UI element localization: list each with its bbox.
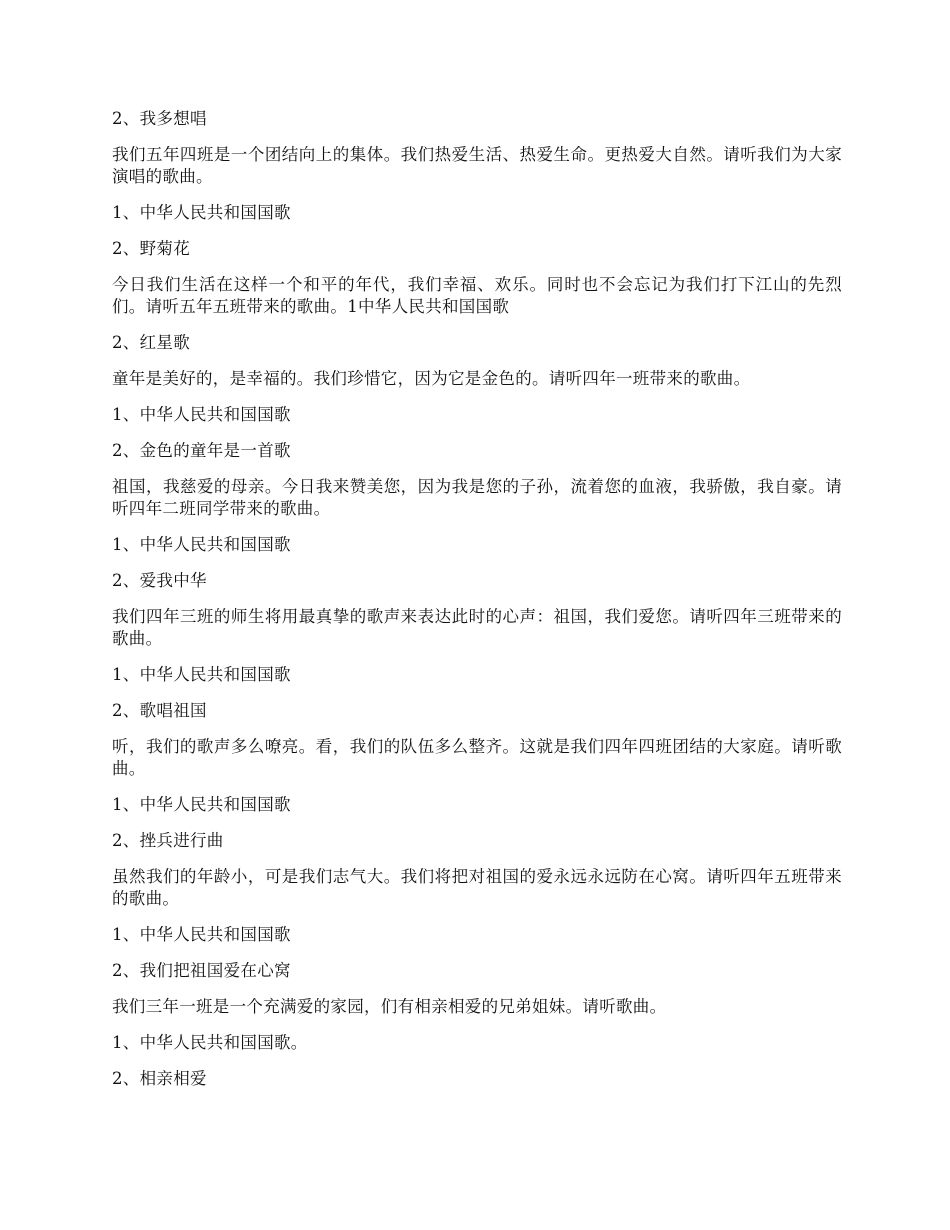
song-item: 1、中华人民共和国国歌 (112, 925, 291, 944)
song-item: 2、相亲相爱 (112, 1069, 207, 1088)
song-item: 2、爱我中华 (112, 571, 207, 590)
song-item: 1、中华人民共和国国歌 (112, 405, 291, 424)
intro-paragraph: 童年是美好的，是幸福的。我们珍惜它，因为它是金色的。请听四年一班带来的歌曲。 (112, 369, 751, 388)
song-item: 2、歌唱祖国 (112, 701, 207, 720)
document-body (112, 108, 842, 1104)
song-item: 2、我们把祖国爱在心窝 (112, 961, 291, 980)
intro-paragraph: 我们五年四班是一个团结向上的集体。我们热爱生活、热爱生命。更热爱大自然。请听我们为大家演唱的歌曲。 (112, 145, 842, 186)
song-item: 1、中华人民共和国国歌 (112, 795, 291, 814)
intro-paragraph: 今日我们生活在这样一个和平的年代，我们幸福、欢乐。同时也不会忘记为我们打下江山的先烈们。请听五年五班带来的歌曲。1中华人民共和国国歌 (112, 275, 842, 316)
song-item: 2、红星歌 (112, 333, 190, 352)
song-item: 2、挫兵进行曲 (112, 831, 224, 850)
intro-paragraph: 听，我们的歌声多么嘹亮。看，我们的队伍多么整齐。这就是我们四年四班团结的大家庭。请听歌曲。 (112, 737, 842, 778)
song-item: 1、中华人民共和国国歌 (112, 665, 291, 684)
song-item: 1、中华人民共和国国歌 (112, 535, 291, 554)
intro-paragraph: 我们四年三班的师生将用最真挚的歌声来表达此时的心声：祖国，我们爱您。请听四年三班带来的歌曲。 (112, 607, 842, 648)
song-item: 1、中华人民共和国国歌 (112, 203, 291, 222)
intro-paragraph: 虽然我们的年龄小，可是我们志气大。我们将把对祖国的爱永远永远防在心窝。请听四年五班带来的歌曲。 (112, 867, 842, 908)
song-item: 1、中华人民共和国国歌。 (112, 1033, 308, 1052)
song-item: 2、金色的童年是一首歌 (112, 441, 291, 460)
intro-paragraph: 我们三年一班是一个充满爱的家园，们有相亲相爱的兄弟姐妹。请听歌曲。 (112, 997, 667, 1016)
song-item: 2、野菊花 (112, 239, 190, 258)
intro-paragraph: 祖国，我慈爱的母亲。今日我来赞美您，因为我是您的子孙，流着您的血液，我骄傲，我自豪。请听四年二班同学带来的歌曲。 (112, 477, 842, 518)
song-item: 2、我多想唱 (112, 109, 207, 128)
